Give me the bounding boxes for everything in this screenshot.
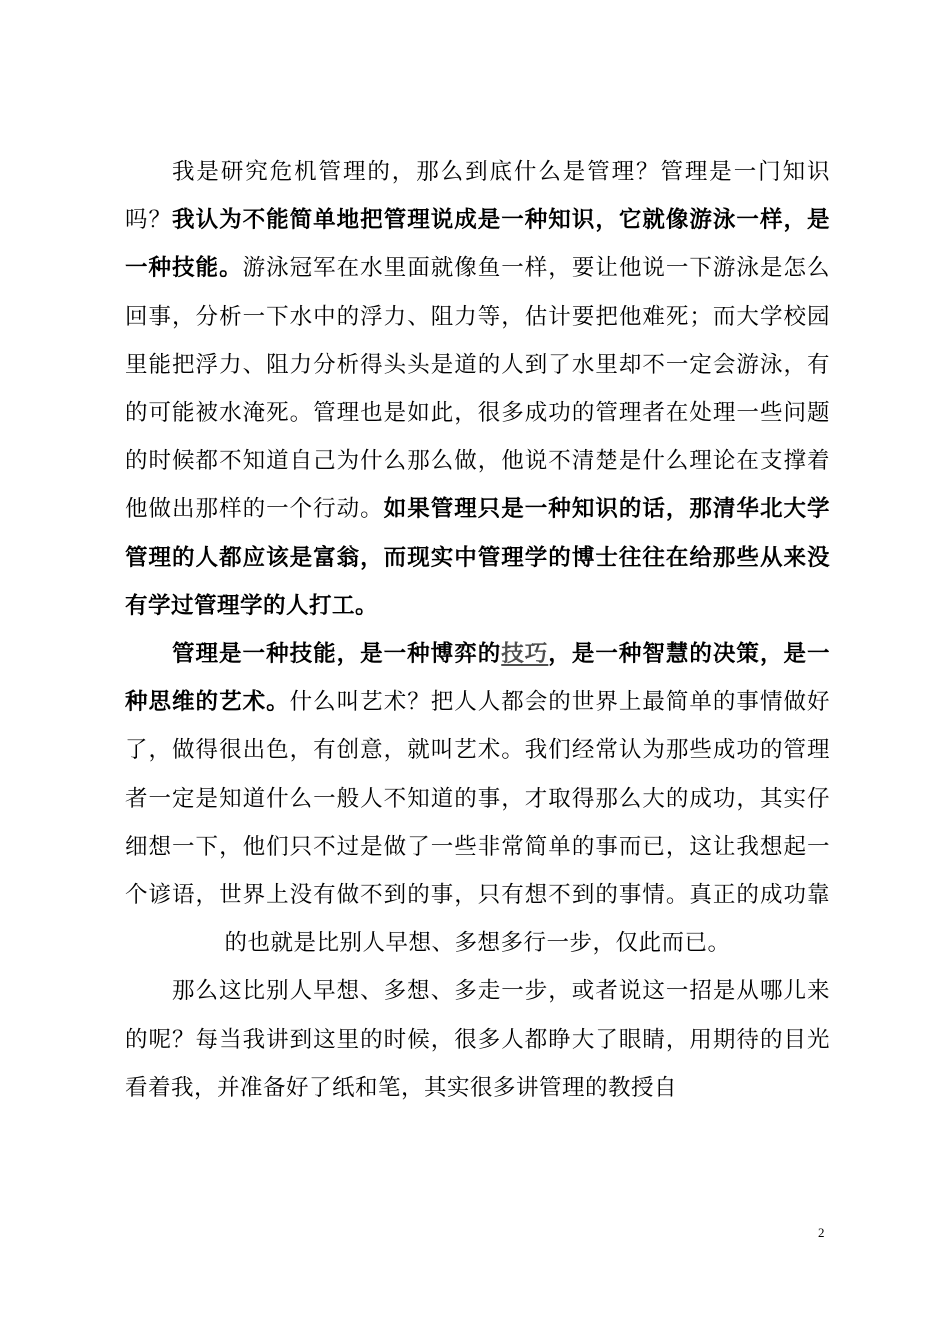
paragraph-management-art (125, 630, 830, 967)
link-jiqiao[interactable]: 技巧 (501, 641, 549, 668)
text-run-bold: 管理是一种技能，是一种博弈的 (172, 641, 502, 668)
paragraph-management-skill (125, 148, 830, 630)
text-run: 我是研究危机管理的，那么到底什么是管理？管理是一门知识吗？ (125, 159, 830, 234)
page-number: 2 (818, 1225, 825, 1240)
text-run-bold: ，是一种智慧的决策，是一种思维的艺术。 (125, 641, 830, 716)
text-run-bold: 我认为不能简单地把管理说成是一种知识，它就像游泳一样，是一种技能。 (125, 207, 830, 282)
text-run-bold: 如果管理只是一种知识的话，那清华北大学管理的人都应该是富翁，而现实中管理学的博士往往在给那些从来没有学过管理学的人打工。 (125, 496, 830, 619)
text-run: 什么叫艺术？把人人都会的世界上最简单的事情做好了，做得很出色，有创意，就叫艺术。我们经常认为那些成功的管理者一定是知道什么一般人不知道的事，才取得那么大的成功，其实仔细想一下，他们只不过是做了一些非常简单的事而已，这让我想起一个谚语，世界上没有做不到的事，只有想不到的事情。真正的成功靠的也就是比别人早想、多想多行一步，仅此而已。 (125, 689, 830, 957)
text-run: 那么这比别人早想、多想、多走一步，或者说这一招是从哪儿来的呢？每当我讲到这里的时候，很多人都睁大了眼睛，用期待的目光看着我，并准备好了纸和笔，其实很多讲管理的教授自 (125, 978, 830, 1101)
text-run: 游泳冠军在水里面就像鱼一样，要让他说一下游泳是怎么回事，分析一下水中的浮力、阻力等，估计要把他难死；而大学校园里能把浮力、阻力分析得头头是道的人到了水里却不一定会游泳，有的可能被水淹死。管理也是如此，很多成功的管理者在处理一些问题的时候都不知道自己为什么那么做，他说不清楚是什么理论在支撑着他做出那样的一个行动。 (125, 255, 830, 523)
body-text (125, 148, 830, 1112)
paragraph-one-step-ahead (125, 967, 830, 1112)
